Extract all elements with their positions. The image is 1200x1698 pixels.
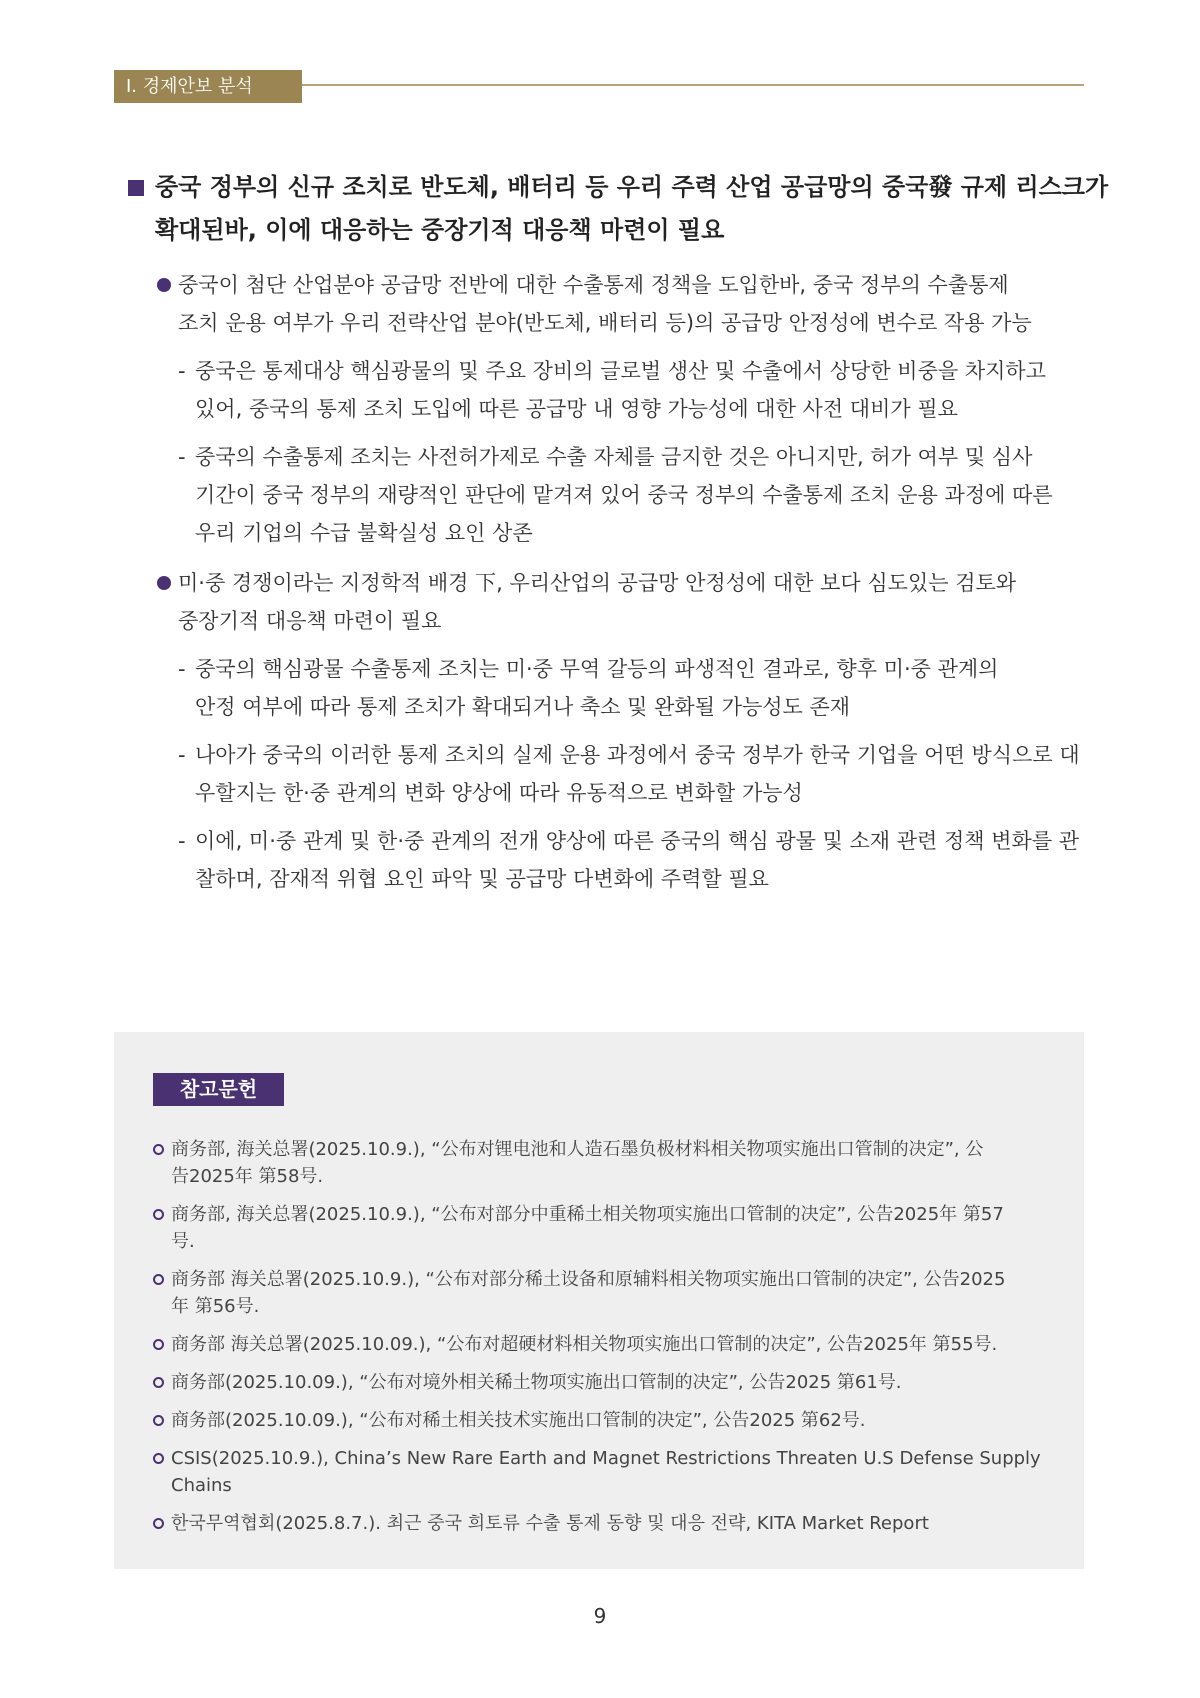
reference-entry xyxy=(0,1201,1200,1255)
text-line: 중국이 첨단 산업분야 공급망 전반에 대한 수출통제 정책을 도입한바, 중국 정부의 수출통제 xyxy=(178,273,1009,297)
ring-bullet-icon xyxy=(153,1339,164,1350)
reference-item: 商务部(2025.10.09.), “公布对稀土相关技术实施出口管制的决定”, 公告2025 第62号. xyxy=(171,1410,866,1431)
reference-entry xyxy=(0,1136,1200,1190)
text-line: 중국은 통제대상 핵심광물의 및 주요 장비의 글로벌 생산 및 수출에서 상당한 비중을 차지하고 xyxy=(195,359,1046,383)
reference-item: 年 第56号. xyxy=(171,1296,260,1317)
reference-item: 한국무역협회(2025.8.7.). 최근 중국 희토류 수출 통제 동향 및 대응 전략, KITA Market Report xyxy=(171,1513,929,1534)
ring-bullet-icon xyxy=(153,1518,164,1529)
text-line: 나아가 중국의 이러한 통제 조치의 실제 운용 과정에서 중국 정부가 한국 기업을 어떤 방식으로 대 xyxy=(195,743,1080,767)
ring-bullet-icon xyxy=(153,1415,164,1426)
text-line: 중국의 핵심광물 수출통제 조치는 미·중 무역 갈등의 파생적인 결과로, 향후 미·중 관계의 xyxy=(195,657,999,681)
reference-item: 商务部(2025.10.09.), “公布对境外相关稀土物项实施出口管制的决定”, 公告2025 第61号. xyxy=(171,1372,902,1393)
text-line: 이에, 미·중 관계 및 한·중 관계의 전개 양상에 따른 중국의 핵심 광물 및 소재 관련 정책 변화를 관 xyxy=(195,829,1080,853)
reference-entry xyxy=(0,1510,1200,1537)
heading-line: 확대된바, 이에 대응하는 중장기적 대응책 마련이 필요 xyxy=(155,216,725,244)
reference-item: 商务部 海关总署(2025.10.09.), “公布对超硬材料相关物项实施出口管制的决定”, 公告2025年 第55号. xyxy=(171,1334,998,1355)
heading-block xyxy=(0,166,1200,252)
ring-bullet-icon xyxy=(153,1453,164,1464)
sub-bullet-item xyxy=(0,736,1200,812)
ring-bullet-icon xyxy=(153,1144,164,1155)
reference-entry xyxy=(0,1445,1200,1499)
text-line: 우리 기업의 수급 불확실성 요인 상존 xyxy=(195,521,533,545)
sub-bullet-item xyxy=(0,438,1200,552)
ring-bullet-icon xyxy=(153,1274,164,1285)
references-title: 참고문헌 xyxy=(153,1073,284,1106)
ring-bullet-icon xyxy=(153,1209,164,1220)
square-bullet-icon xyxy=(128,180,144,196)
dash-bullet: - xyxy=(178,829,186,853)
reference-item: 告2025年 第58号. xyxy=(171,1166,324,1187)
sub-bullet-item xyxy=(0,822,1200,898)
dash-bullet: - xyxy=(178,743,186,767)
reference-entry xyxy=(0,1407,1200,1434)
text-line: 중장기적 대응책 마련이 필요 xyxy=(178,609,442,633)
text-line: 기간이 중국 정부의 재량적인 판단에 맡겨져 있어 중국 정부의 수출통제 조치 운용 과정에 따른 xyxy=(195,483,1053,507)
text-line: 미·중 경쟁이라는 지정학적 배경 下, 우리산업의 공급망 안정성에 대한 보다 심도있는 검토와 xyxy=(178,571,1017,595)
sub-bullet-item xyxy=(0,650,1200,726)
header-divider xyxy=(302,84,1084,86)
sub-bullet-item xyxy=(0,352,1200,428)
dash-bullet: - xyxy=(178,359,186,383)
reference-item: 商务部, 海关总署(2025.10.9.), “公布对锂电池和人造石墨负极材料相关物项实施出口管制的决定”, 公 xyxy=(171,1139,984,1160)
ring-bullet-icon xyxy=(153,1377,164,1388)
text-line: 찰하며, 잠재적 위협 요인 파악 및 공급망 다변화에 주력할 필요 xyxy=(195,867,769,891)
reference-item: 商务部, 海关总署(2025.10.9.), “公布对部分中重稀土相关物项实施出口管制的决定”, 公告2025年 第57 xyxy=(171,1204,1004,1225)
references-list xyxy=(0,1136,1200,1537)
circle-bullet-icon xyxy=(157,576,171,590)
reference-item: 号. xyxy=(171,1231,195,1252)
reference-item: Chains xyxy=(171,1475,232,1496)
circle-bullet-icon xyxy=(157,278,171,292)
page-number: 9 xyxy=(593,1604,607,1628)
dash-bullet: - xyxy=(178,445,186,469)
text-line: 조치 운용 여부가 우리 전략산업 분야(반도체, 배터리 등)의 공급망 안정성에 변수로 작용 가능 xyxy=(178,311,1032,335)
text-line: 우할지는 한·중 관계의 변화 양상에 따라 유동적으로 변화할 가능성 xyxy=(195,781,803,805)
bullet-item xyxy=(0,266,1200,342)
text-line: 안정 여부에 따라 통제 조치가 확대되거나 축소 및 완화될 가능성도 존재 xyxy=(195,695,851,719)
dash-bullet: - xyxy=(178,657,186,681)
reference-item: CSIS(2025.10.9.), China’s New Rare Earth and Magnet Restrictions Threaten U.S Defense Supply xyxy=(171,1448,1041,1469)
reference-entry xyxy=(0,1266,1200,1320)
section-header-label: Ⅰ. 경제안보 분석 xyxy=(114,70,302,103)
reference-entry xyxy=(0,1369,1200,1396)
main-content xyxy=(0,166,1200,898)
heading-line: 중국 정부의 신규 조치로 반도체, 배터리 등 우리 주력 산업 공급망의 중국發 규제 리스크가 xyxy=(155,173,1109,201)
text-line: 중국의 수출통제 조치는 사전허가제로 수출 자체를 금지한 것은 아니지만, 허가 여부 및 심사 xyxy=(195,445,1033,469)
reference-entry xyxy=(0,1331,1200,1358)
reference-item: 商务部 海关总署(2025.10.9.), “公布对部分稀土设备和原辅料相关物项实施出口管制的决定”, 公告2025 xyxy=(171,1269,1006,1290)
text-line: 있어, 중국의 통제 조치 도입에 따른 공급망 내 영향 가능성에 대한 사전 대비가 필요 xyxy=(195,397,958,421)
bullet-item xyxy=(0,564,1200,640)
